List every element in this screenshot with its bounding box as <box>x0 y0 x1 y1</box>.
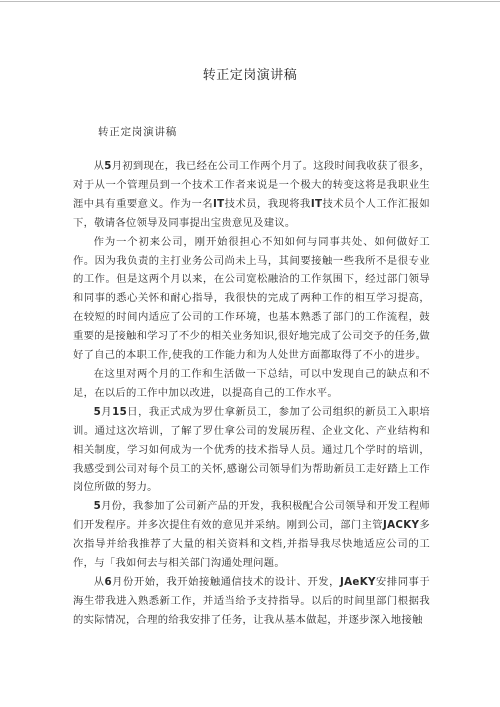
paragraph-run: 日，我正式成为罗仕拿新员工，参加了公司组织的新员工入职培训。通过这次培训，了解了罗仕拿公司的发展历程、企业文化、产业结构和相关制度，学习如何成为一个优秀的技术指导人员。通过几个学时的培训，我感受到公司对每个员工的关怀,感谢公司领导们为帮助新员工走好踏上工作岗位所做的努力。 <box>73 405 430 494</box>
body-paragraph <box>73 157 430 233</box>
page-title: 转正定岗演讲稿 <box>202 68 298 83</box>
top-divider <box>0 1 500 2</box>
paragraph-run: IT <box>213 197 225 210</box>
paragraph-run: IT <box>310 197 323 210</box>
body-paragraph <box>73 233 430 365</box>
paragraph-run: 5 <box>93 500 102 513</box>
paragraph-run: 从 <box>93 575 105 588</box>
paragraph-run: 从 <box>93 160 105 172</box>
document-body <box>73 157 430 630</box>
paragraph-run: 15 <box>112 405 128 418</box>
paragraph-run: 月初到现在，我已经在公司工作两个月了。这段时间我收获了很多，对于从一个管理员到一个技术工作者来说是一个极大的转变这将是我职业生涯中具有重要意义。作为一名 <box>73 160 431 210</box>
paragraph-run: 作为一个初来公司，刚开始很担心不知如何与同事共处、如何做好工作。因为我负责的主打业务公司尚未上马，其间要接触一些我所不是很专业的工作。但是这两个月以来，在公司宽松融洽的工作氛围下，经过部门领导和同事的悉心关怀和耐心指导，我很快的完成了两种工作的相互学习提高，在较短的时间内适应了公司的工作环境，也基本熟悉了部门的工作流程，鼓重要的是接触和学习了不少的相关业务知识,很好地完成了公司交予的任务,做好了自己的本职工作,使我的工作能力和为人处世方面都取得了不小的进步。 <box>73 235 430 362</box>
paragraph-run: 月 <box>101 405 113 418</box>
paragraph-run: 安排同事于海生带我进入熟悉新工作，并适当给予支持指导。以后的时间里部门根据我的实际情况，合理的给我安排了任务，让我从基本做起，并逐步深入地接触 <box>73 575 430 626</box>
document-heading: 转正定岗演讲稿 <box>98 126 178 138</box>
paragraph-run: 6 <box>104 575 112 588</box>
body-paragraph <box>73 403 430 498</box>
paragraph-run: 5 <box>93 405 102 418</box>
paragraph-run: 多次指导并给我推荐了大量的相关资料和文档,并指导我尽快地适应公司的工作，与「我如何去与相关部门沟通处理问题。 <box>73 519 430 570</box>
paragraph-run: 月份开始，我开始接触通信技术的设计、开发， <box>111 575 341 588</box>
body-paragraph <box>73 573 430 630</box>
paragraph-run: 5 <box>104 160 112 172</box>
paragraph-run: 在这里对两个月的工作和生活做一下总结，可以中发现自己的缺点和不足，在以后的工作中加以改进，以提高自己的工作水平。 <box>73 367 430 399</box>
paragraph-run: 技术员，我现将我 <box>224 197 311 210</box>
body-paragraph <box>73 365 430 403</box>
paragraph-run: JAeKY <box>340 575 376 588</box>
paragraph-run: JACKY <box>383 519 420 532</box>
paragraph-run: 技术员个人工作汇报如下，敬请各位领导及同事提出宝贵意见及建议。 <box>73 197 430 229</box>
paragraph-run: 月份，我参加了公司新产品的开发，我积极配合公司领导和开发工程师们开发程序。并多次提住有效的意见并采纳。刚到公司，部门主管 <box>73 500 430 532</box>
body-paragraph <box>73 497 430 573</box>
